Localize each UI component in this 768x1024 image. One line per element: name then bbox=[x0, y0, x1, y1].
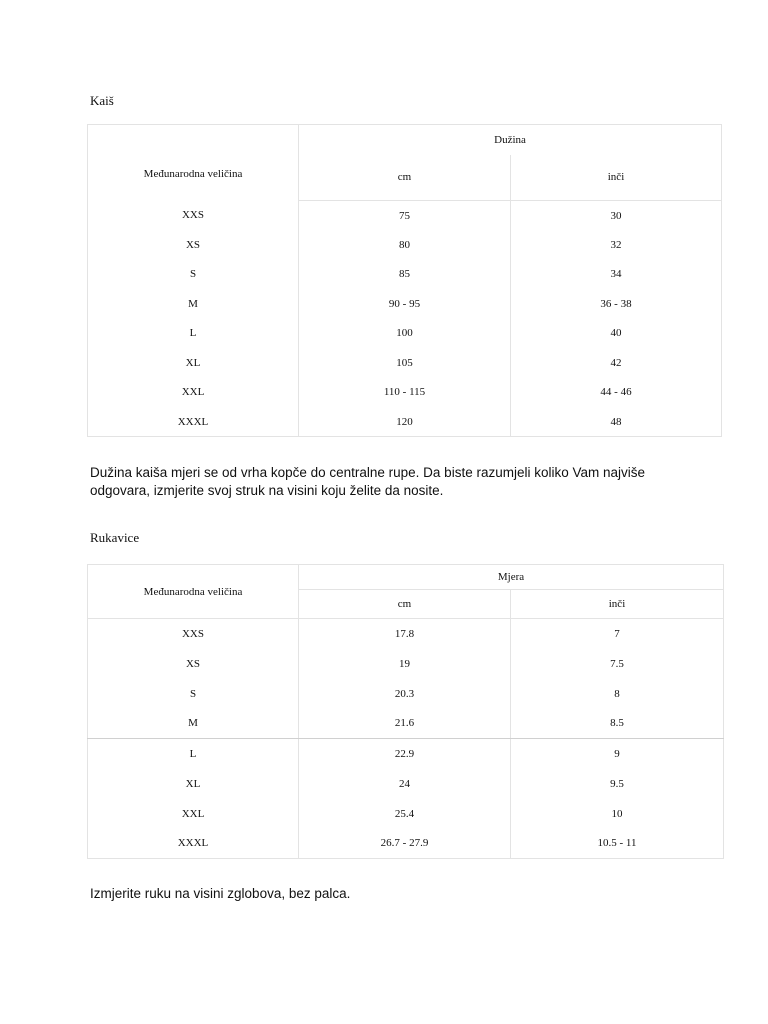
inch-cell: 36 - 38 bbox=[511, 289, 722, 319]
cm-cell: 21.6 bbox=[299, 709, 511, 739]
cm-cell: 80 bbox=[299, 230, 511, 260]
table-row bbox=[88, 709, 724, 739]
inch-cell: 48 bbox=[511, 407, 722, 437]
size-cell: XXXL bbox=[88, 829, 299, 859]
cm-cell: 19 bbox=[299, 649, 511, 679]
cm-cell: 75 bbox=[299, 201, 511, 231]
length-group-header: Dužina bbox=[299, 125, 722, 155]
cm-column-header: cm bbox=[299, 590, 511, 619]
cm-cell: 25.4 bbox=[299, 799, 511, 829]
size-cell: XL bbox=[88, 348, 299, 378]
gloves-note: Izmjerite ruku na visini zglobova, bez palca. bbox=[90, 886, 351, 901]
table-row bbox=[88, 407, 722, 437]
table-row bbox=[88, 289, 722, 319]
inch-cell: 9 bbox=[511, 739, 724, 769]
size-column-header: Međunarodna veličina bbox=[88, 125, 299, 201]
inch-cell: 10.5 - 11 bbox=[511, 829, 724, 859]
inch-cell: 9.5 bbox=[511, 769, 724, 799]
table-row bbox=[88, 319, 722, 349]
cm-cell: 90 - 95 bbox=[299, 289, 511, 319]
gloves-section-title: Rukavice bbox=[90, 530, 140, 545]
table-row bbox=[88, 348, 722, 378]
table-row bbox=[88, 799, 724, 829]
cm-cell: 24 bbox=[299, 769, 511, 799]
inch-cell: 7 bbox=[511, 619, 724, 649]
belt-note: Dužina kaiša mjeri se od vrha kopče do centralne rupe. Da biste razumjeli koliko Vam najviše odgovara, izmjerite svoj struk na visini koju želite da nosite. bbox=[90, 465, 646, 498]
table-row bbox=[88, 619, 724, 649]
inch-cell: 32 bbox=[511, 230, 722, 260]
table-row bbox=[88, 201, 722, 231]
cm-cell: 22.9 bbox=[299, 739, 511, 769]
inch-cell: 34 bbox=[511, 260, 722, 290]
size-cell: M bbox=[88, 709, 299, 739]
inch-cell: 40 bbox=[511, 319, 722, 349]
cm-cell: 110 - 115 bbox=[299, 378, 511, 408]
cm-cell: 105 bbox=[299, 348, 511, 378]
inch-cell: 44 - 46 bbox=[511, 378, 722, 408]
size-cell: XXL bbox=[88, 799, 299, 829]
size-cell: XL bbox=[88, 769, 299, 799]
table-row bbox=[88, 739, 724, 769]
inch-cell: 8 bbox=[511, 679, 724, 709]
belt-size-table bbox=[87, 124, 722, 437]
inch-column-header: inči bbox=[511, 155, 722, 201]
measure-group-header: Mjera bbox=[299, 565, 724, 590]
size-cell: XS bbox=[88, 230, 299, 260]
size-cell: M bbox=[88, 289, 299, 319]
cm-cell: 20.3 bbox=[299, 679, 511, 709]
cm-cell: 26.7 - 27.9 bbox=[299, 829, 511, 859]
cm-cell: 120 bbox=[299, 407, 511, 437]
table-row bbox=[88, 649, 724, 679]
belt-section-title: Kaiš bbox=[90, 93, 114, 108]
table-row bbox=[88, 829, 724, 859]
size-cell: XXL bbox=[88, 378, 299, 408]
size-cell: XS bbox=[88, 649, 299, 679]
inch-cell: 30 bbox=[511, 201, 722, 231]
table-row bbox=[88, 230, 722, 260]
gloves-size-table bbox=[87, 564, 724, 859]
inch-cell: 10 bbox=[511, 799, 724, 829]
table-row bbox=[88, 378, 722, 408]
size-cell: XXXL bbox=[88, 407, 299, 437]
table-row bbox=[88, 679, 724, 709]
cm-cell: 17.8 bbox=[299, 619, 511, 649]
table-row bbox=[88, 769, 724, 799]
size-cell: L bbox=[88, 319, 299, 349]
size-cell: L bbox=[88, 739, 299, 769]
size-cell: XXS bbox=[88, 619, 299, 649]
size-column-header: Međunarodna veličina bbox=[88, 565, 299, 619]
size-cell: XXS bbox=[88, 201, 299, 231]
size-cell: S bbox=[88, 679, 299, 709]
cm-cell: 100 bbox=[299, 319, 511, 349]
inch-cell: 8.5 bbox=[511, 709, 724, 739]
inch-cell: 7.5 bbox=[511, 649, 724, 679]
inch-cell: 42 bbox=[511, 348, 722, 378]
table-row bbox=[88, 260, 722, 290]
cm-column-header: cm bbox=[299, 155, 511, 201]
cm-cell: 85 bbox=[299, 260, 511, 290]
inch-column-header: inči bbox=[511, 590, 724, 619]
size-cell: S bbox=[88, 260, 299, 290]
